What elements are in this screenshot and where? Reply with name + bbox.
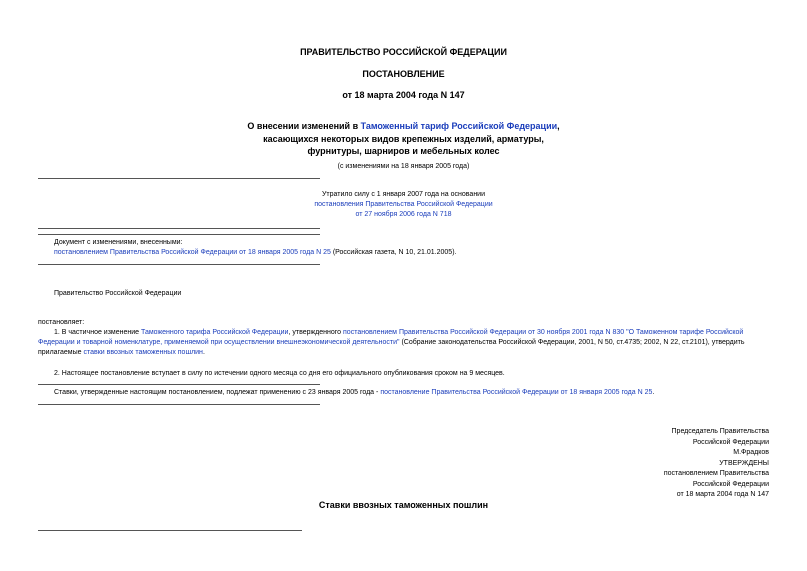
paragraph-1-line-3 xyxy=(38,348,778,358)
decides-line: постановляет: xyxy=(38,319,85,326)
divider xyxy=(38,264,320,265)
expired-notice xyxy=(0,190,807,220)
divider xyxy=(38,178,320,179)
expired-resolution-link[interactable]: постановления Правительства Российской Федерации xyxy=(314,201,493,208)
expired-resolution-date-link[interactable]: от 27 ноября 2006 года N 718 xyxy=(355,211,452,218)
document-date-number: от 18 марта 2004 года N 147 xyxy=(342,90,465,100)
resolution-830-link[interactable]: постановлением Правительства Российской Федерации от 30 ноября 2001 года N 830 "О Таможенном тарифе Российской xyxy=(343,329,744,336)
approved-date: от 18 марта 2004 года N 147 xyxy=(676,491,769,498)
note-text: Ставки, утвержденные настоящим постановлением, подлежат применению с 23 января 2005 года - xyxy=(54,389,381,396)
signature-country: Российской Федерации xyxy=(692,438,769,446)
approved-label: УТВЕРЖДЕНЫ xyxy=(719,459,769,467)
resolution-25-link[interactable]: постановление Правительства Российской Федерации от 18 января 2005 года N 25 xyxy=(380,389,653,396)
import-duty-rates-link[interactable]: ставки ввозных таможенных пошлин xyxy=(83,349,203,356)
title-line-2: касающихся некоторых видов крепежных изделий, арматуры, xyxy=(263,133,544,144)
title-comma: , xyxy=(557,121,560,131)
signature-name: М.Фрадков xyxy=(733,449,769,456)
p1-text-b: , утвержденного xyxy=(288,329,344,336)
signature-position: Председатель Правительства xyxy=(671,428,769,435)
p1-text-a: 1. В частичное изменение xyxy=(54,329,141,336)
paragraph-1-line-1 xyxy=(38,328,778,338)
customs-tariff-link[interactable]: Таможенный тариф Российской Федерации xyxy=(360,121,558,131)
changes-label: Документ с изменениями, внесенными: xyxy=(54,239,183,246)
p1-text-c: (Собрание законодательства Российской Федерации, 2001, N 50, ст.4735; 2002, N 22, ст.2101), утвердить xyxy=(399,339,745,346)
amendment-note: (с изменениями на 18 января 2005 года) xyxy=(337,163,470,170)
approved-by: постановлением Правительства xyxy=(663,470,769,477)
government-heading: ПРАВИТЕЛЬСТВО РОССИЙСКОЙ ФЕДЕРАЦИИ xyxy=(300,47,507,57)
divider xyxy=(38,530,302,531)
paragraph-2: 2. Настоящее постановление вступает в силу по истечении одного месяца со дня его официального опубликования сроком на 9 месяцев. xyxy=(54,370,505,377)
application-note xyxy=(54,388,654,398)
divider xyxy=(38,228,320,229)
title-prefix: О внесении изменений в xyxy=(247,121,361,131)
document-type: ПОСТАНОВЛЕНИЕ xyxy=(362,69,445,79)
changes-resolution-link[interactable]: постановлением Правительства Российской Федерации от 18 января 2005 года N 25 xyxy=(54,249,331,256)
p1-text-e: . xyxy=(202,349,205,356)
government-line: Правительство Российской Федерации xyxy=(54,290,182,297)
approved-country: Российской Федерации xyxy=(692,480,769,488)
document-title xyxy=(0,120,807,158)
changes-line xyxy=(54,248,456,258)
paragraph-1 xyxy=(38,328,778,358)
resolution-830-link-cont[interactable]: Федерации и товарной номенклатуре, применяемой при осуществлении внешнеэкономической деятельности" xyxy=(38,339,400,346)
changes-source: (Российская газета, N 10, 21.01.2005). xyxy=(330,249,457,256)
title-line-3: фурнитуры, шарниров и мебельных колес xyxy=(307,146,500,156)
expired-line: Утратило силу с 1 января 2007 года на основании xyxy=(321,191,486,198)
section-title: Ставки ввозных таможенных пошлин xyxy=(318,500,489,510)
signature-block xyxy=(664,427,769,501)
customs-tariff-link-2[interactable]: Таможенного тарифа Российской Федерации xyxy=(141,329,289,336)
divider xyxy=(38,404,320,405)
p1-text-d: прилагаемые xyxy=(38,349,84,356)
divider xyxy=(38,234,320,235)
divider xyxy=(38,384,320,385)
note-end: . xyxy=(652,389,655,396)
paragraph-1-line-2 xyxy=(38,338,778,348)
